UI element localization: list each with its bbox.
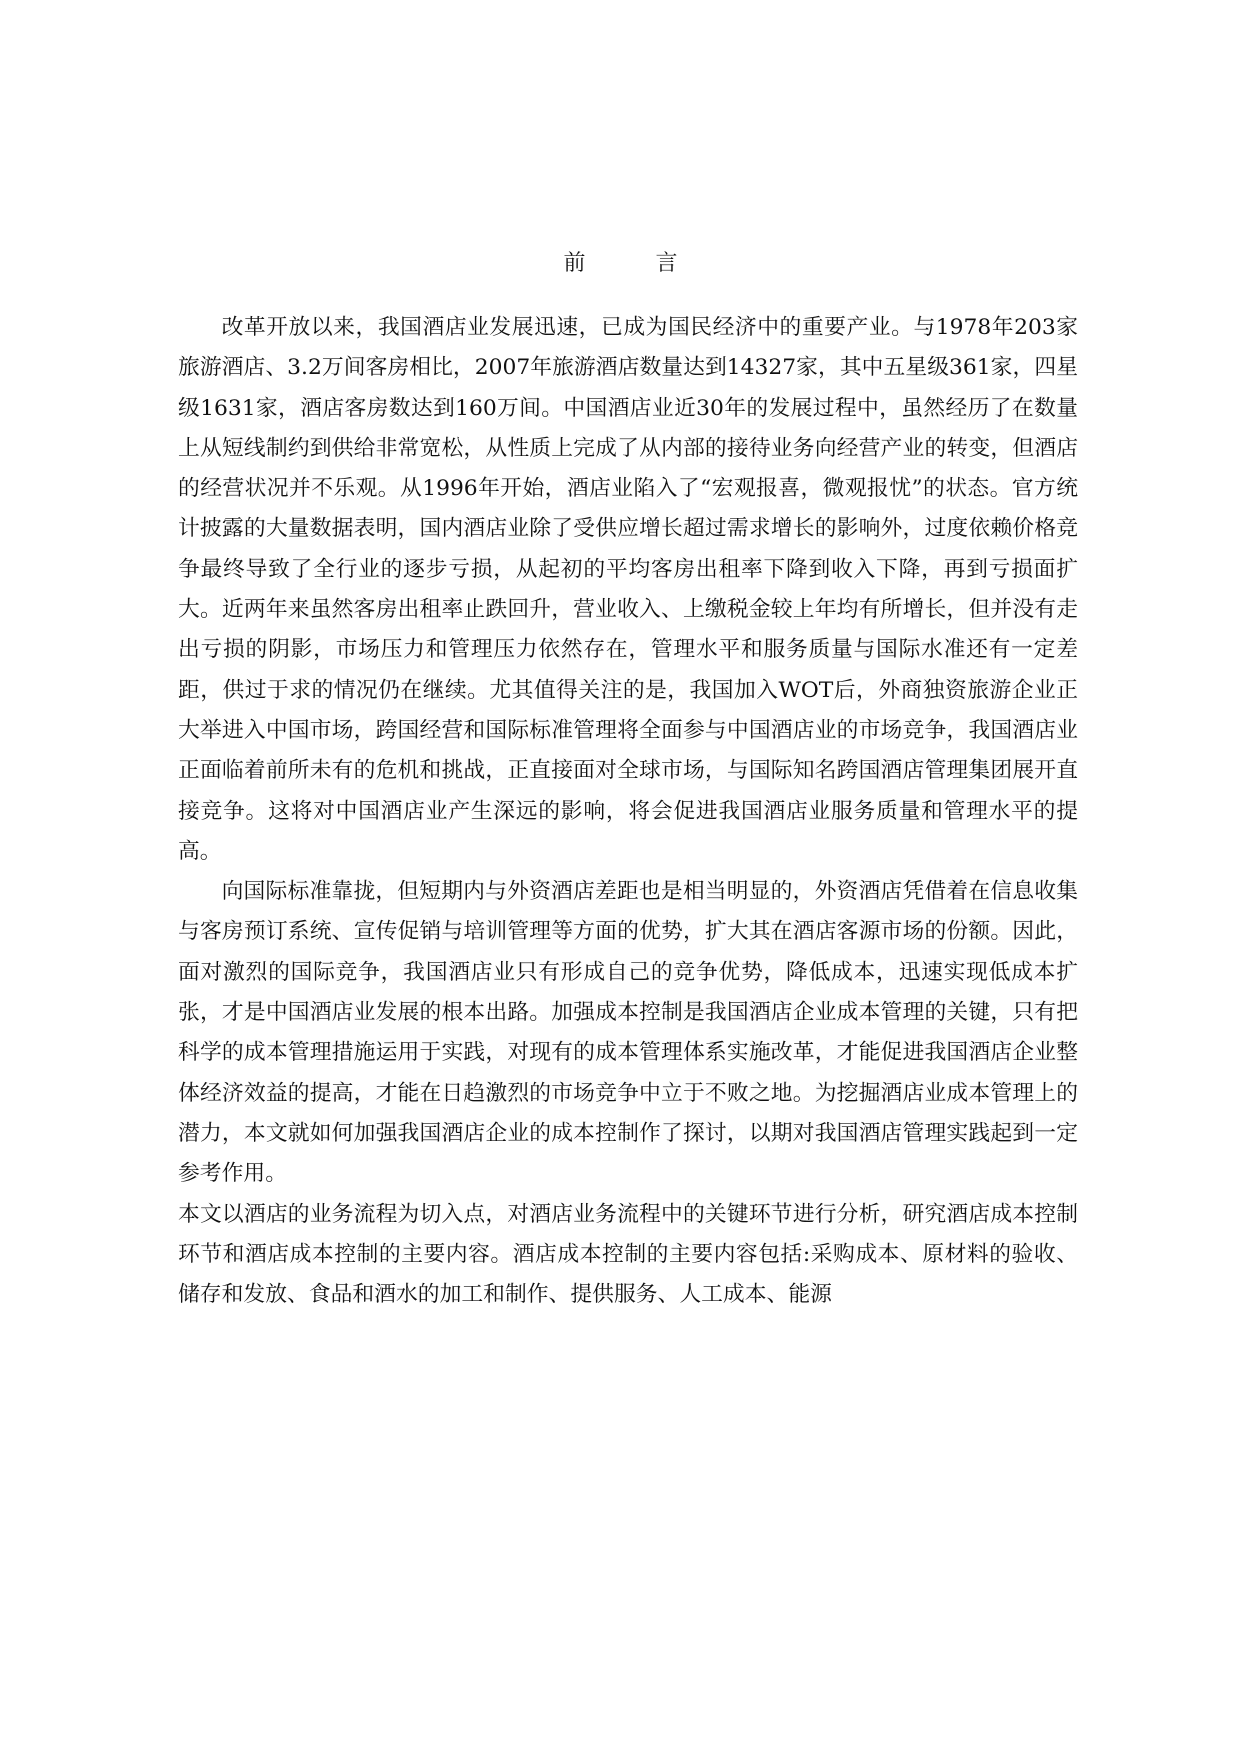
body-text	[178, 308, 1078, 1315]
page-title: 前 言	[563, 251, 702, 276]
paragraph-1: 改革开放以来，我国酒店业发展迅速，已成为国民经济中的重要产业。与1978年203家旅游酒店、3.2万间客房相比，2007年旅游酒店数量达到14327家，其中五星级361家，四星级1631家，酒店客房数达到160万间。中国酒店业近30年的发展过程中，虽然经历了在数量上从短线制约到供给非常宽松，从性质上完成了从内部的接待业务向经营产业的转变，但酒店的经营状况并不乐观。从1996年开始，酒店业陷入了“宏观报喜，微观报忧”的状态。官方统计披露的大量数据表明，国内酒店业除了受供应增长超过需求增长的影响外，过度依赖价格竞争最终导致了全行业的逐步亏损，从起初的平均客房出租率下降到收入下降，再到亏损面扩大。近两年来虽然客房出租率止跌回升，营业收入、上缴税金较上年均有所增长，但并没有走出亏损的阴影，市场压力和管理压力依然存在，管理水平和服务质量与国际水准还有一定差距，供过于求的情况仍在继续。尤其值得关注的是，我国加入WOT后，外商独资旅游企业正大举进入中国市场，跨国经营和国际标准管理将全面参与中国酒店业的市场竞争，我国酒店业正面临着前所未有的危机和挑战，正直接面对全球市场，与国际知名跨国酒店管理集团展开直接竞争。这将对中国酒店业产生深远的影响，将会促进我国酒店业服务质量和管理水平的提高。	[178, 315, 1078, 864]
paragraph-2: 向国际标准靠拢，但短期内与外资酒店差距也是相当明显的，外资酒店凭借着在信息收集与客房预订系统、宣传促销与培训管理等方面的优势，扩大其在酒店客源市场的份额。因此，面对激烈的国际竞争，我国酒店业只有形成自己的竞争优势，降低成本，迅速实现低成本扩张，才是中国酒店业发展的根本出路。加强成本控制是我国酒店企业成本管理的关键，只有把科学的成本管理措施运用于实践，对现有的成本管理体系实施改革，才能促进我国酒店企业整体经济效益的提高，才能在日趋激烈的市场竞争中立于不败之地。为挖掘酒店业成本管理上的潜力，本文就如何加强我国酒店企业的成本控制作了探讨，以期对我国酒店管理实践起到一定参考作用。	[178, 879, 1078, 1187]
paragraph-3: 本文以酒店的业务流程为切入点，对酒店业务流程中的关键环节进行分析，研究酒店成本控制环节和酒店成本控制的主要内容。酒店成本控制的主要内容包括:采购成本、原材料的验收、储存和发放、食品和酒水的加工和制作、提供服务、人工成本、能源	[178, 1201, 1078, 1308]
